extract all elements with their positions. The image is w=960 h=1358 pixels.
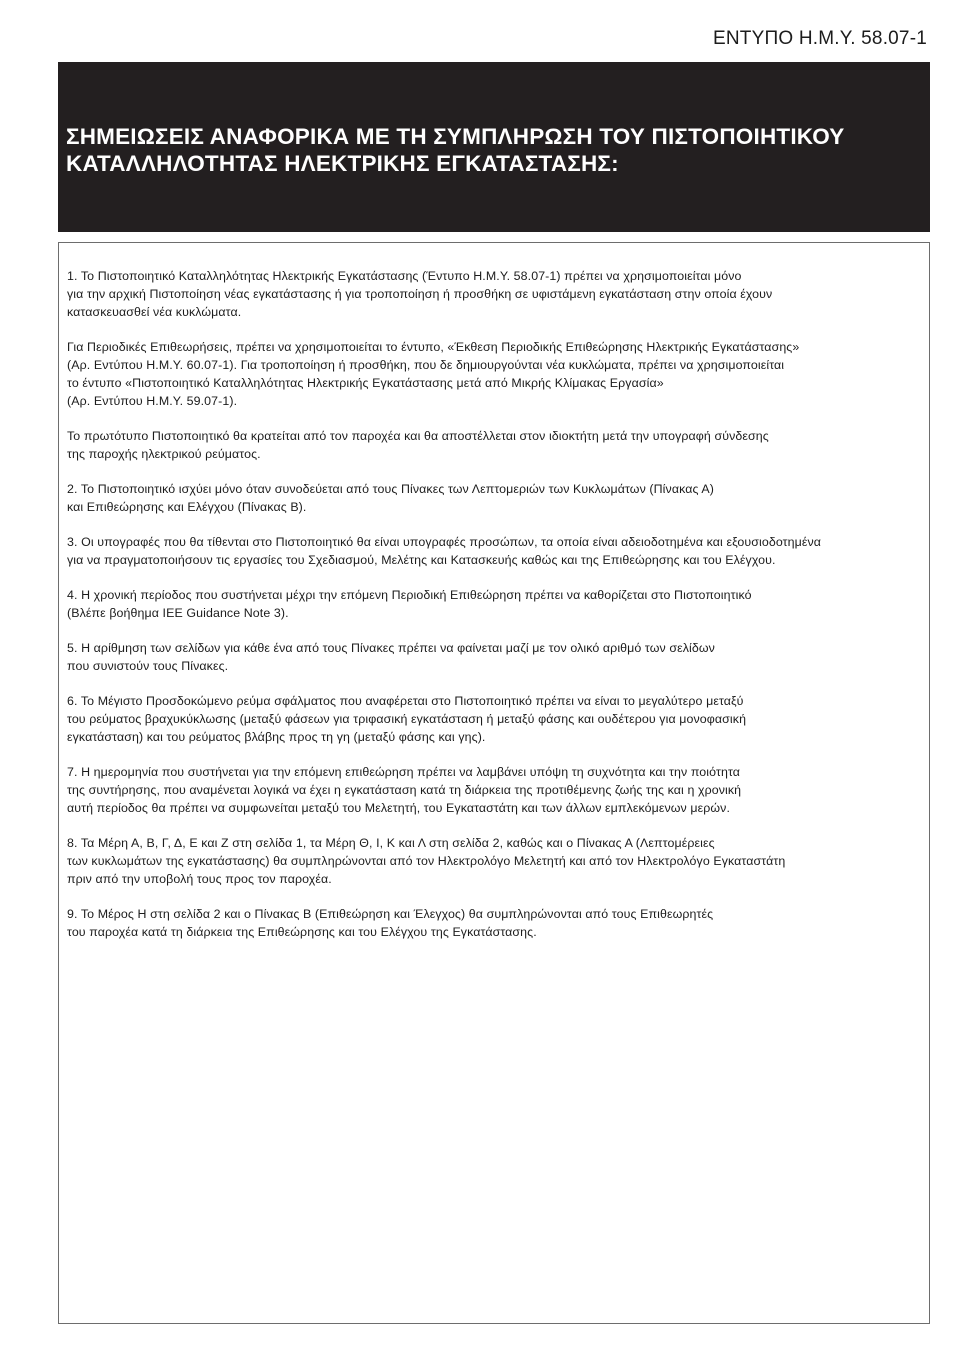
note-line: κατασκευασθεί νέα κυκλώματα.: [67, 305, 242, 319]
note-line: των κυκλωμάτων της εγκατάστασης) θα συμπληρώνονται από τον Ηλεκτρολόγο Μελετητή και από τον Ηλεκτρολόγο Εγκαταστάτη: [67, 854, 786, 868]
note-line: (Αρ. Εντύπου Η.Μ.Υ. 59.07-1).: [67, 394, 238, 408]
note-line: 9. Το Μέρος Η στη σελίδα 2 και ο Πίνακας Β (Επιθεώρηση και Έλεγχος) θα συμπληρώνονται από τους Επιθεωρητές: [67, 907, 714, 921]
notes-box: [58, 242, 930, 1324]
note-1-periodic: [67, 338, 909, 410]
note-8: [67, 834, 909, 888]
note-line: το έντυπο «Πιστοποιητικό Καταλληλότητας Ηλεκτρικής Εγκατάστασης μετά από Μικρής Κλίμακας Εργασία»: [67, 376, 664, 390]
note-line: 3. Οι υπογραφές που θα τίθενται στο Πιστοποιητικό θα είναι υπογραφές προσώπων, τα οποία είναι αδειοδοτημένα και εξουσιοδοτημένα: [67, 535, 822, 549]
note-line: του ρεύματος βραχυκύκλωσης (μεταξύ φάσεων για τριφασική εγκατάσταση ή μεταξύ φάσης και ουδέτερου για μονοφασική: [67, 712, 747, 726]
note-line: 1. Το Πιστοποιητικό Καταλληλότητας Ηλεκτρικής Εγκατάστασης (Έντυπο Η.Μ.Υ. 58.07-1) πρέπει να χρησιμοποιείται μόνο: [67, 269, 742, 283]
note-9: [67, 905, 909, 941]
note-6: [67, 692, 909, 746]
form-code: ΕΝΤΥΠΟ Η.Μ.Υ. 58.07-1: [713, 28, 927, 49]
note-line: πριν από την υποβολή τους προς τον παροχέα.: [67, 872, 332, 886]
note-3: [67, 533, 909, 569]
note-line: εγκατάσταση) και του ρεύματος βλάβης προς τη γη (μεταξύ φάσης και γης).: [67, 730, 486, 744]
note-1-original: [67, 427, 909, 463]
note-line: (Βλέπε βοήθημα IEE Guidance Note 3).: [67, 606, 289, 620]
note-4: [67, 586, 909, 622]
note-1: [67, 267, 909, 321]
note-line: για την αρχική Πιστοποίηση νέας εγκατάστασης ή για τροποποίηση ή προσθήκη σε υφιστάμενη εγκατάσταση στην οποία έχουν: [67, 287, 773, 301]
notes-list: [67, 267, 909, 958]
note-line: που συνιστούν τους Πίνακες.: [67, 659, 229, 673]
note-line: 6. Το Μέγιστο Προσδοκώμενο ρεύμα σφάλματος που αναφέρεται στο Πιστοποιητικό πρέπει να είναι το μεγαλύτερο μεταξύ: [67, 694, 744, 708]
note-line: για να πραγματοποιήσουν τις εργασίες του Σχεδιασμού, Μελέτης και Κατασκευής καθώς και της Επιθεώρησης και του Ελέγχου.: [67, 553, 776, 567]
note-line: 4. Η χρονική περίοδος που συστήνεται μέχρι την επόμενη Περιοδική Επιθεώρηση πρέπει να καθορίζεται στο Πιστοποιητικό: [67, 588, 752, 602]
page-title-line: ΚΑΤΑΛΛΗΛΟΤΗΤΑΣ ΗΛΕΚΤΡΙΚΗΣ ΕΓΚΑΤΑΣΤΑΣΗΣ:: [66, 151, 619, 176]
note-line: 7. Η ημερομηνία που συστήνεται για την επόμενη επιθεώρηση πρέπει να λαμβάνει υπόψη τη συχνότητα και την ποιότητα: [67, 765, 741, 779]
note-line: της συντήρησης, που αναμένεται λογικά να έχει η εγκατάσταση κατά τη διάρκεια της προτιθέμενης ζωής της και η χρονική: [67, 783, 742, 797]
page-title-line: ΣΗΜΕΙΩΣΕΙΣ ΑΝΑΦΟΡΙΚΑ ΜΕ ΤΗ ΣΥΜΠΛΗΡΩΣΗ ΤΟΥ ΠΙΣΤΟΠΟΙΗΤΙΚΟΥ: [66, 124, 845, 149]
note-line: της παροχής ηλεκτρικού ρεύματος.: [67, 447, 261, 461]
header-band: [58, 62, 930, 232]
note-line: Το πρωτότυπο Πιστοποιητικό θα κρατείται από τον παροχέα και θα αποστέλλεται στον ιδιοκτήτη μετά την υπογραφή σύνδεσης: [67, 429, 769, 443]
note-line: και Επιθεώρησης και Ελέγχου (Πίνακας Β).: [67, 500, 307, 514]
note-7: [67, 763, 909, 817]
note-line: Για Περιοδικές Επιθεωρήσεις, πρέπει να χρησιμοποιείται το έντυπο, «Έκθεση Περιοδικής Επιθεώρησης Ηλεκτρικής Εγκατάστασης»: [67, 340, 800, 354]
note-line: 5. Η αρίθμηση των σελίδων για κάθε ένα από τους Πίνακες πρέπει να φαίνεται μαζί με τον ολικό αριθμό των σελίδων: [67, 641, 715, 655]
note-line: 2. Το Πιστοποιητικό ισχύει μόνο όταν συνοδεύεται από τους Πίνακες των Λεπτομεριών των Κυκλωμάτων (Πίνακας Α): [67, 482, 715, 496]
note-line: του παροχέα κατά τη διάρκεια της Επιθεώρησης και του Ελέγχου της Εγκατάστασης.: [67, 925, 537, 939]
note-line: αυτή περίοδος θα πρέπει να συμφωνείται μεταξύ του Μελετητή, του Εγκαταστάτη και των άλλων εμπλεκόμενων μερών.: [67, 801, 731, 815]
note-5: [67, 639, 909, 675]
note-2: [67, 480, 909, 516]
note-line: (Αρ. Εντύπου Η.Μ.Υ. 60.07-1). Για τροποποίηση ή προσθήκη, που δε δημιουργούνται νέα κυκλώματα, πρέπει να χρησιμοποιείται: [67, 358, 785, 372]
note-line: 8. Τα Μέρη Α, Β, Γ, Δ, Ε και Ζ στη σελίδα 1, τα Μέρη Θ, Ι, Κ και Λ στη σελίδα 2, καθώς και ο Πίνακας Α (Λεπτομέρειες: [67, 836, 715, 850]
page-title: [66, 123, 845, 177]
